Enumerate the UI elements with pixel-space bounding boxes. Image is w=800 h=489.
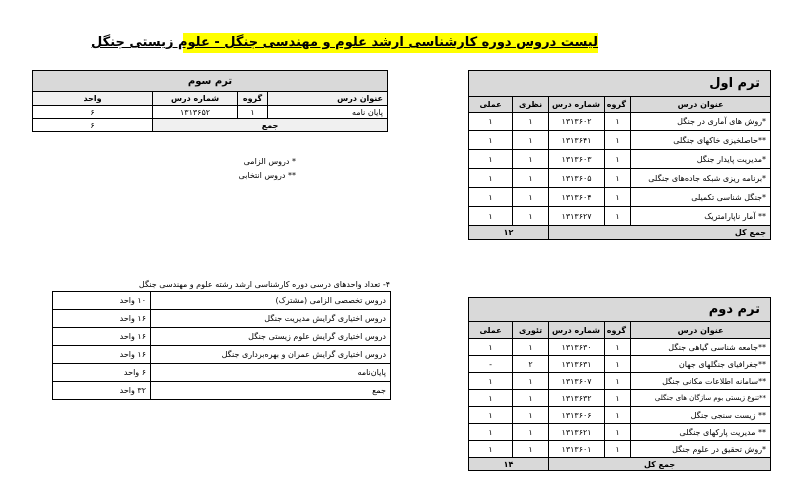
term2-theory: ۱ (513, 339, 549, 356)
term1-total-value: ۱۲ (469, 226, 549, 240)
term1-number: ۱۳۱۳۶۰۳ (549, 150, 605, 169)
term2-practical: ۱ (469, 390, 513, 407)
term2-number: ۱۳۱۳۶۰۱ (549, 441, 605, 458)
term1-table (468, 70, 771, 240)
term2-theory: ۲ (513, 356, 549, 373)
term2-theory: ۱ (513, 390, 549, 407)
units-value: ۳۲ واحد (53, 382, 151, 400)
units-value: ۱۰ واحد (53, 292, 151, 310)
term1-group: ۱ (605, 113, 631, 131)
units-label: دروس تخصصی الزامی (مشترک) (151, 292, 391, 310)
term2-header-course: عنوان درس (631, 322, 771, 339)
term2-course: **تنوع زیستی بوم سازگان های جنگلی (631, 390, 771, 407)
note-required: * دروس الزامی (243, 157, 296, 166)
term2-group: ۱ (605, 373, 631, 390)
term2-group: ۱ (605, 339, 631, 356)
units-label: دروس اختیاری گرایش عمران و بهره‌برداری جنگل (151, 346, 391, 364)
term2-course: **جامعه شناسی گیاهی جنگل (631, 339, 771, 356)
term3-table (32, 70, 388, 132)
term2-group: ۱ (605, 441, 631, 458)
term2-theory: ۱ (513, 407, 549, 424)
term2-number: ۱۳۱۳۶۳۰ (549, 339, 605, 356)
term2-table (468, 297, 771, 471)
term1-practical: ۱ (469, 113, 513, 131)
term2-group: ۱ (605, 390, 631, 407)
term1-course: *روش های آماری در جنگل (631, 113, 771, 131)
term1-theory: ۱ (513, 131, 549, 150)
term1-group: ۱ (605, 131, 631, 150)
units-summary-title: ۴- تعداد واحدهای درسی دوره کارشناسی ارشد رشته علوم و مهندسی جنگل (138, 280, 390, 289)
term1-header-group: گروه (605, 97, 631, 113)
term1-course: ** آمار ناپارامتریک (631, 207, 771, 226)
term1-number: ۱۳۱۳۶۰۵ (549, 169, 605, 188)
term2-practical: ۱ (469, 339, 513, 356)
term2-number: ۱۳۱۳۶۰۶ (549, 407, 605, 424)
term1-course: *جنگل شناسی تکمیلی (631, 188, 771, 207)
term2-header-practical: عملی (469, 322, 513, 339)
term2-course: **جغرافیای جنگلهای جهان (631, 356, 771, 373)
term2-course: *روش تحقیق در علوم جنگل (631, 441, 771, 458)
term2-number: ۱۳۱۳۶۳۲ (549, 390, 605, 407)
term3-row-number: ۱۳۱۳۶۵۲ (153, 106, 238, 119)
term2-header-number: شماره درس (549, 322, 605, 339)
term1-header-theory: نظری (513, 97, 549, 113)
term1-theory: ۱ (513, 169, 549, 188)
table-row (33, 106, 388, 119)
table-row (469, 407, 771, 424)
term3-total-value: ۶ (33, 119, 153, 132)
term2-header-group: گروه (605, 322, 631, 339)
term2-heading: ترم دوم (469, 298, 771, 322)
note-elective: ** دروس انتخابی (238, 171, 296, 180)
term1-practical: ۱ (469, 131, 513, 150)
table-row (53, 346, 391, 364)
term2-practical: ۱ (469, 441, 513, 458)
term2-group: ۱ (605, 407, 631, 424)
table-row (53, 310, 391, 328)
units-value: ۱۶ واحد (53, 310, 151, 328)
term1-header-number: شماره درس (549, 97, 605, 113)
term2-course: ** مدیریت پارکهای جنگلی (631, 424, 771, 441)
term1-group: ۱ (605, 169, 631, 188)
table-row (469, 441, 771, 458)
table-row (53, 364, 391, 382)
term1-heading: ترم اول (469, 71, 771, 97)
units-label: پایان‌نامه (151, 364, 391, 382)
term2-theory: ۱ (513, 424, 549, 441)
term1-practical: ۱ (469, 150, 513, 169)
table-row (469, 113, 771, 131)
units-value: ۶ واحد (53, 364, 151, 382)
term2-header-theory: تئوری (513, 322, 549, 339)
term2-theory: ۱ (513, 441, 549, 458)
page-title: لیست دروس دوره کارشناسی ارشد علوم و مهندسی جنگل - علوم زیستی جنگل (183, 33, 598, 53)
units-summary-table (52, 291, 391, 400)
table-row (469, 339, 771, 356)
term3-row-units: ۶ (33, 106, 153, 119)
term2-course: **سامانه اطلاعات مکانی جنگل (631, 373, 771, 390)
term3-header-units: واحد (33, 92, 153, 106)
term2-group: ۱ (605, 356, 631, 373)
table-row (469, 207, 771, 226)
term1-header-practical: عملی (469, 97, 513, 113)
term3-heading: ترم سوم (33, 71, 388, 92)
term1-theory: ۱ (513, 188, 549, 207)
table-row (469, 188, 771, 207)
term1-number: ۱۳۱۳۶۰۲ (549, 113, 605, 131)
term2-practical: - (469, 356, 513, 373)
units-value: ۱۶ واحد (53, 346, 151, 364)
term1-course: *برنامه ریزی شبکه جاده‌های جنگلی (631, 169, 771, 188)
term1-header-course: عنوان درس (631, 97, 771, 113)
term2-number: ۱۳۱۳۶۰۷ (549, 373, 605, 390)
term2-total-value: ۱۴ (469, 458, 549, 471)
term2-practical: ۱ (469, 424, 513, 441)
term1-theory: ۱ (513, 150, 549, 169)
term1-number: ۱۳۱۳۶۲۷ (549, 207, 605, 226)
units-label: دروس اختیاری گرایش مدیریت جنگل (151, 310, 391, 328)
term1-group: ۱ (605, 207, 631, 226)
table-row (469, 169, 771, 188)
term3-total-label: جمع (153, 119, 388, 132)
term1-group: ۱ (605, 188, 631, 207)
term1-group: ۱ (605, 150, 631, 169)
table-row (53, 382, 391, 400)
term2-course: ** زیست سنجی جنگل (631, 407, 771, 424)
term1-theory: ۱ (513, 113, 549, 131)
table-row (469, 150, 771, 169)
term2-number: ۱۳۱۳۶۳۱ (549, 356, 605, 373)
units-value: ۱۶ واحد (53, 328, 151, 346)
term1-course: **حاصلخیزی خاکهای جنگلی (631, 131, 771, 150)
legend-notes (200, 155, 296, 183)
table-row (469, 373, 771, 390)
term1-course: *مدیریت پایدار جنگل (631, 150, 771, 169)
table-row (469, 424, 771, 441)
table-row (469, 356, 771, 373)
term2-practical: ۱ (469, 407, 513, 424)
term2-practical: ۱ (469, 373, 513, 390)
term2-total-label: جمع کل (549, 458, 771, 471)
term1-practical: ۱ (469, 188, 513, 207)
term1-number: ۱۳۱۳۶۴۱ (549, 131, 605, 150)
term1-total-label: جمع کل (549, 226, 771, 240)
term1-number: ۱۳۱۳۶۰۴ (549, 188, 605, 207)
table-row (53, 328, 391, 346)
term3-header-course: عنوان درس (268, 92, 388, 106)
term3-row-course: پایان نامه (268, 106, 388, 119)
units-label: دروس اختیاری گرایش علوم زیستی جنگل (151, 328, 391, 346)
term1-practical: ۱ (469, 169, 513, 188)
table-row (469, 390, 771, 407)
term3-row-group: ۱ (238, 106, 268, 119)
term3-header-group: گروه (238, 92, 268, 106)
units-label: جمع (151, 382, 391, 400)
table-row (53, 292, 391, 310)
term3-header-number: شماره درس (153, 92, 238, 106)
term2-theory: ۱ (513, 373, 549, 390)
term1-practical: ۱ (469, 207, 513, 226)
term2-group: ۱ (605, 424, 631, 441)
term2-number: ۱۳۱۳۶۲۱ (549, 424, 605, 441)
term1-theory: ۱ (513, 207, 549, 226)
table-row (469, 131, 771, 150)
